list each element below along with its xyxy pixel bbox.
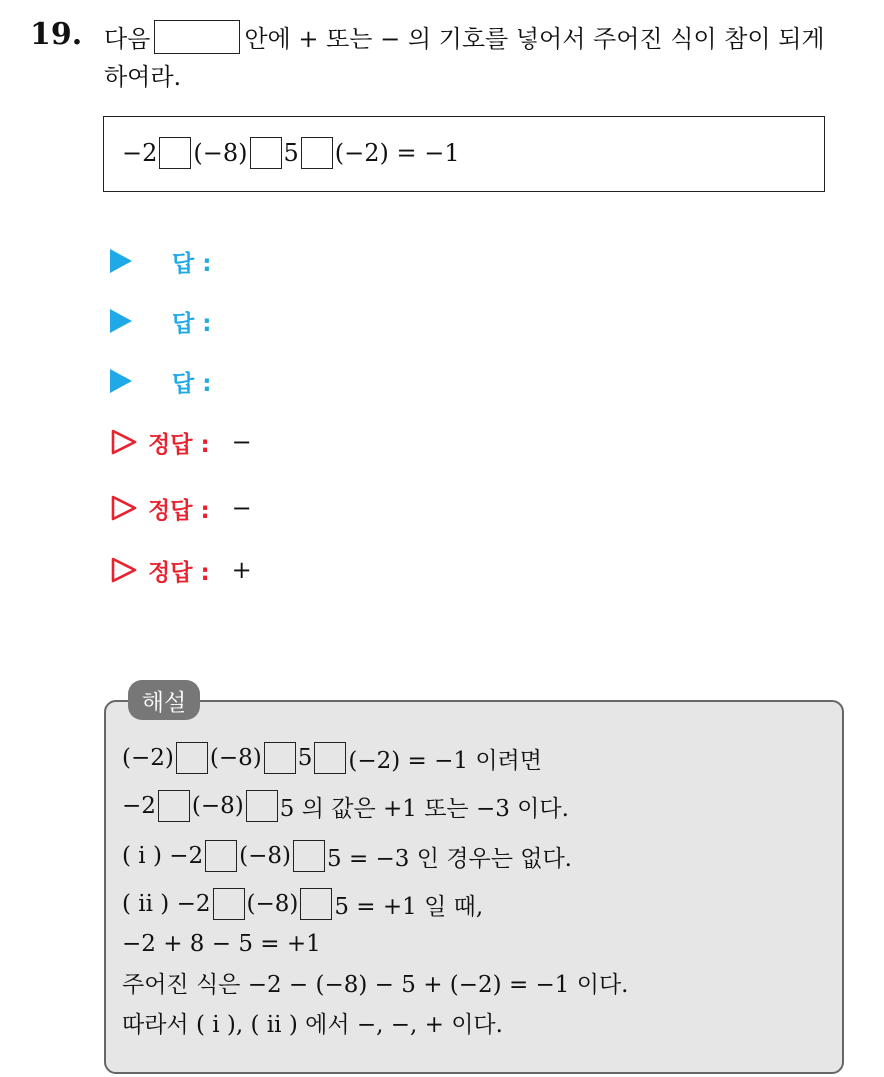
exp-term: 5 = +1 일 때,: [334, 893, 484, 920]
play-triangle-icon: [110, 249, 132, 273]
solution-label: 정답 :: [148, 497, 210, 524]
equation-term-2: (−8): [193, 139, 248, 167]
answer-label: 답 :: [172, 250, 212, 277]
exp-term: (−8): [191, 793, 244, 819]
operator-blank: [300, 888, 332, 920]
solution-value: +: [231, 556, 252, 584]
explanation-line-1: [122, 740, 542, 776]
answer-row-1[interactable]: [110, 244, 211, 278]
outline-triangle-icon: [110, 556, 138, 584]
answer-row-3[interactable]: [110, 364, 211, 398]
solution-label: 정답 :: [148, 559, 210, 586]
answer-blank-wide: [154, 20, 240, 54]
explanation-line-5: −2 + 8 − 5 = +1: [122, 931, 321, 957]
explanation-line-4: [122, 886, 483, 922]
solution-row-1: [110, 424, 252, 460]
exp-term: 5 의 값은 +1 또는 −3 이다.: [279, 795, 569, 822]
exp-term: ( i ) −2: [122, 843, 204, 869]
operator-blank-3[interactable]: [301, 137, 333, 169]
operator-blank: [246, 790, 278, 822]
explanation-line-7: 따라서 ( i ), ( ii ) 에서 −, −, + 이다.: [122, 1011, 503, 1038]
operator-blank: [176, 742, 208, 774]
exp-term: −2: [122, 793, 156, 819]
explanation-line-6: 주어진 식은 −2 − (−8) − 5 + (−2) = −1 이다.: [122, 971, 629, 998]
operator-blank: [158, 790, 190, 822]
question-text-before: 다음: [104, 25, 151, 53]
explanation-tab: 해설: [128, 680, 200, 720]
solution-label: 정답 :: [148, 431, 210, 458]
equation-term-3: 5: [283, 139, 299, 167]
outline-triangle-icon: [110, 428, 138, 456]
operator-blank: [314, 742, 346, 774]
exp-term: ( ii ) −2: [122, 891, 211, 917]
question-text: [104, 19, 825, 54]
solution-row-3: [110, 552, 252, 588]
operator-blank: [205, 840, 237, 872]
play-triangle-icon: [110, 309, 132, 333]
answer-label: 답 :: [172, 310, 212, 337]
equation-box: [103, 116, 825, 192]
operator-blank-2[interactable]: [250, 137, 282, 169]
solution-value: −: [231, 428, 252, 456]
explanation-line-2: [122, 788, 569, 824]
equation: [122, 137, 460, 169]
operator-blank-1[interactable]: [159, 137, 191, 169]
play-triangle-icon: [110, 369, 132, 393]
exp-term: (−8): [209, 745, 262, 771]
explanation-line-3: [122, 838, 572, 874]
solution-row-2: [110, 490, 252, 526]
operator-blank: [293, 840, 325, 872]
equation-term-4: (−2) = −1: [334, 139, 460, 167]
exp-term: (−8): [239, 843, 291, 869]
question-text-line2: 하여라.: [104, 63, 182, 91]
question-text-after: 안에 + 또는 − 의 기호를 넣어서 주어진 식이 참이 되게: [244, 25, 825, 53]
answer-label: 답 :: [172, 370, 212, 397]
outline-triangle-icon: [110, 494, 138, 522]
question-number: 19.: [30, 17, 83, 52]
operator-blank: [264, 742, 296, 774]
operator-blank: [213, 888, 245, 920]
exp-term: (−2): [122, 745, 174, 771]
exp-term: (−2) = −1 이려면: [348, 747, 542, 774]
answer-row-2[interactable]: [110, 304, 211, 338]
exp-term: 5 = −3 인 경우는 없다.: [327, 845, 572, 872]
exp-term: (−8): [246, 891, 299, 917]
equation-term-1: −2: [122, 139, 158, 167]
solution-value: −: [231, 494, 252, 522]
exp-term: 5: [297, 745, 313, 771]
